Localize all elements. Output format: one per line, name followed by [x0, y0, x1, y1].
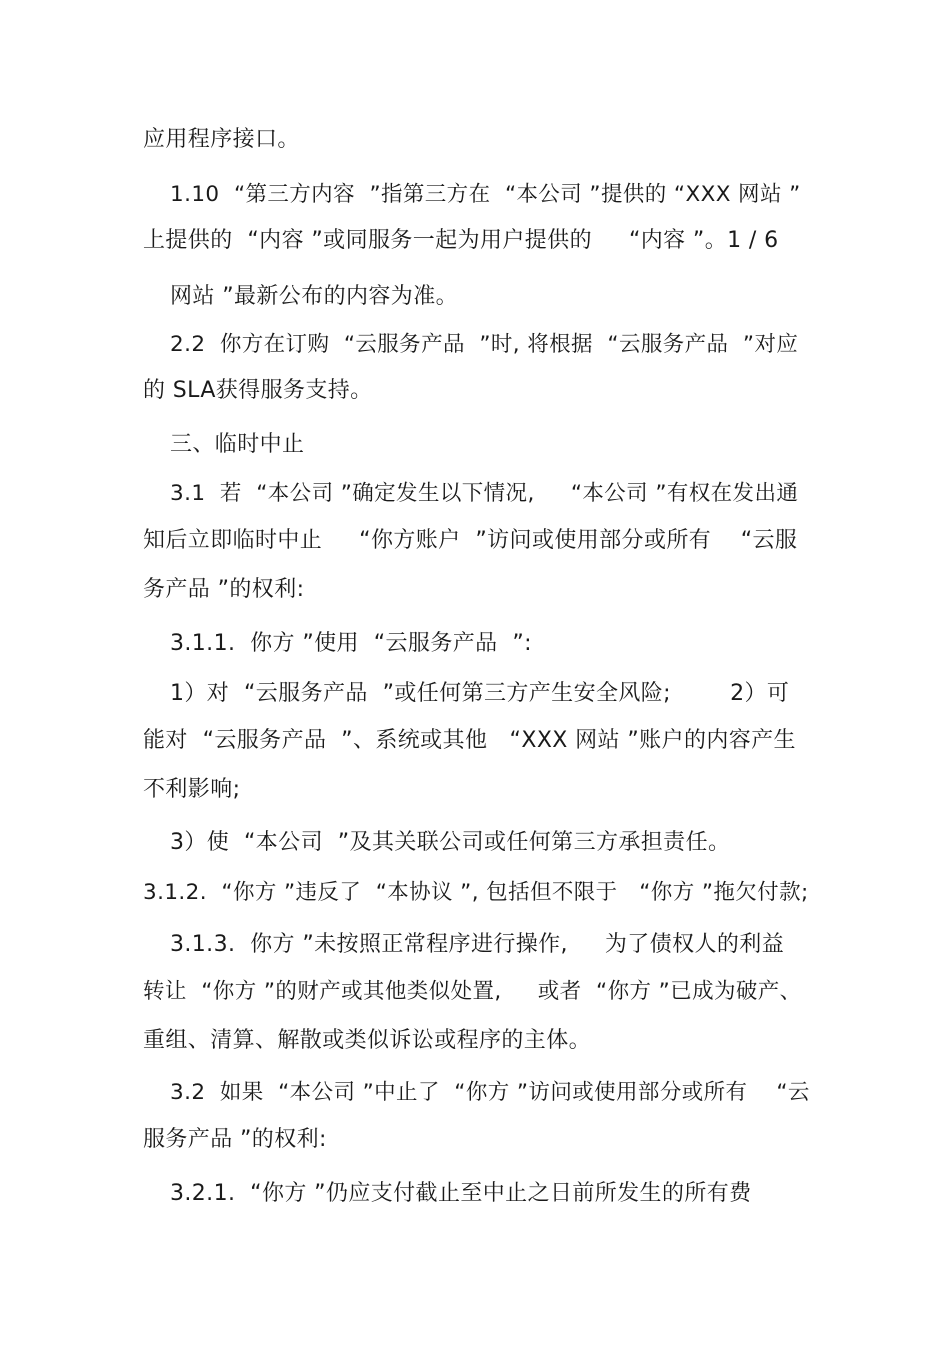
- text-line-18: 转让 “你方 ”的财产或其他类似处置, 或者 “你方 ”已成为破产、: [143, 979, 802, 1004]
- text-line-3: 上提供的 “内容 ”或同服务一起为用户提供的 “内容 ”。1 / 6: [143, 228, 779, 253]
- text-line-15: 3）使 “本公司 ”及其关联公司或任何第三方承担责任。: [170, 830, 731, 855]
- text-line-21: 服务产品 ”的权利:: [143, 1127, 327, 1152]
- text-line-2: 1.10 “第三方内容 ”指第三方在 “本公司 ”提供的 “XXX 网站 ”: [170, 182, 801, 207]
- text-line-1: 应用程序接口。: [143, 127, 300, 152]
- text-line-13: 能对 “云服务产品 ”、系统或其他 “XXX 网站 ”账户的内容产生: [143, 728, 796, 753]
- section-heading: 三、临时中止: [170, 432, 305, 457]
- text-line-22: 3.2.1. “你方 ”仍应支付截止至中止之日前所发生的所有费: [170, 1181, 752, 1206]
- text-line-16: 3.1.2. “你方 ”违反了 “本协议 ”, 包括但不限于 “你方 ”拖欠付款;: [143, 880, 809, 905]
- text-line-9: 知后立即临时中止 “你方账户 ”访问或使用部分或所有 “云服: [143, 528, 798, 553]
- text-line-11: 3.1.1. 你方 ”使用 “云服务产品 ”:: [170, 631, 532, 656]
- text-line-20: 3.2 如果 “本公司 ”中止了 “你方 ”访问或使用部分或所有 “云: [170, 1080, 810, 1105]
- text-line-8: 3.1 若 “本公司 ”确定发生以下情况, “本公司 ”有权在发出通: [170, 481, 799, 506]
- text-line-6: 的 SLA获得服务支持。: [143, 378, 373, 403]
- text-line-4: 网站 ”最新公布的内容为准。: [170, 284, 458, 309]
- text-line-10: 务产品 ”的权利:: [143, 577, 305, 602]
- text-line-19: 重组、清算、解散或类似诉讼或程序的主体。: [143, 1028, 592, 1053]
- text-line-12: 1）对 “云服务产品 ”或任何第三方产生安全风险; 2）可: [170, 681, 790, 706]
- text-line-14: 不利影响;: [143, 777, 241, 802]
- text-line-17: 3.1.3. 你方 ”未按照正常程序进行操作, 为了债权人的利益: [170, 932, 785, 957]
- text-line-5: 2.2 你方在订购 “云服务产品 ”时, 将根据 “云服务产品 ”对应: [170, 332, 799, 357]
